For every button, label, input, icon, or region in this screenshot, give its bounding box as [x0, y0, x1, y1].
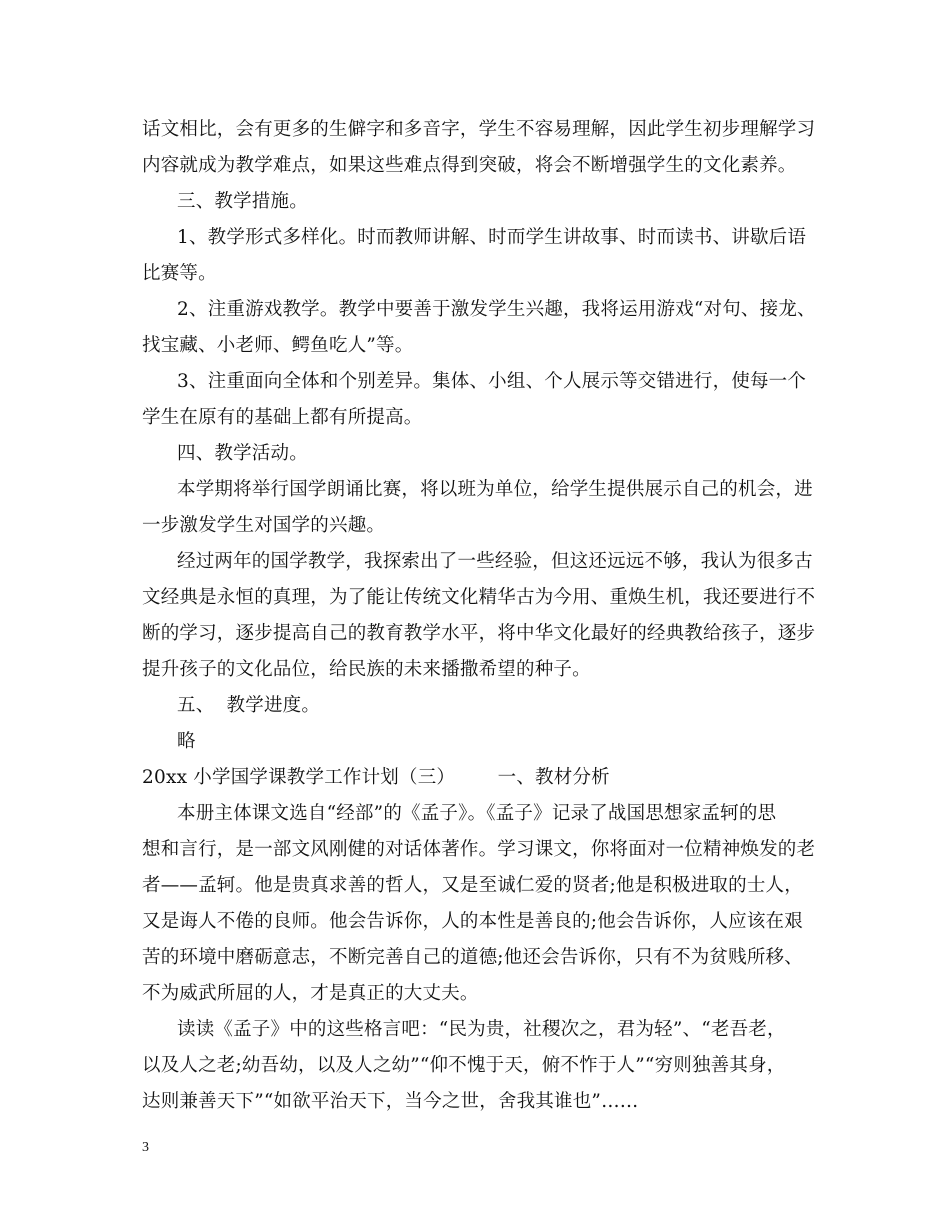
- text-line: 经过两年的国学教学，我探索出了一些经验，但这还远远不够，我认为很多古: [177, 551, 813, 572]
- text-line: 不为威武所屈的人，才是真正的大丈夫。: [142, 983, 479, 1004]
- text-line: 达则兼善天下”“如欲平治天下，当今之世，舍我其谁也”……: [142, 1091, 639, 1112]
- page-number: 3: [142, 1140, 149, 1155]
- text-line: 一步激发学生对国学的兴趣。: [142, 515, 386, 536]
- text-line: 本学期将举行国学朗诵比赛，将以班为单位，给学生提供展示自己的机会，进: [177, 479, 813, 500]
- text-line: 以及人之老;幼吾幼，以及人之幼”“仰不愧于天，俯不怍于人”“穷则独善其身，: [142, 1055, 786, 1076]
- text-line: 提升孩子的文化品位，给民族的未来播撒希望的种子。: [142, 659, 591, 680]
- section-heading: 四、教学活动。: [177, 443, 308, 464]
- section-heading: 五、 教学进度。: [177, 695, 321, 716]
- text-line: 学生在原有的基础上都有所提高。: [142, 407, 423, 428]
- text-line: 比赛等。: [142, 263, 217, 284]
- text-line: 读读《孟子》中的这些格言吧：“民为贵，社稷次之，君为轻”、“老吾老，: [177, 1019, 786, 1040]
- text-line: 找宝藏、小老师、鳄鱼吃人”等。: [142, 335, 414, 356]
- document-subtitle: 20xx 小学国学课教学工作计划（三） 一、教材分析: [142, 767, 610, 788]
- text-line: 略: [177, 731, 196, 752]
- text-line: 3、注重面向全体和个别差异。集体、小组、个人展示等交错进行，使每一个: [177, 371, 807, 392]
- text-line: 断的学习，逐步提高自己的教育教学水平，将中华文化最好的经典教给孩子，逐步: [142, 623, 816, 644]
- text-line: 本册主体课文选自“经部”的《孟子》。《孟子》记录了战国思想家孟轲的思: [177, 803, 777, 824]
- text-line: 又是诲人不倦的良师。他会告诉你，人的本性是善良的;他会告诉你，人应该在艰: [142, 911, 803, 932]
- text-line: 苦的环境中磨砺意志，不断完善自己的道德;他还会告诉你，只有不为贫贱所移、: [142, 947, 803, 968]
- section-heading: 三、教学措施。: [177, 191, 308, 212]
- text-line: 内容就成为教学难点，如果这些难点得到突破，将会不断增强学生的文化素养。: [142, 155, 797, 176]
- text-line: 想和言行，是一部文风刚健的对话体著作。学习课文，你将面对一位精神焕发的老: [142, 839, 816, 860]
- text-line: 2、注重游戏教学。教学中要善于激发学生兴趣，我将运用游戏“对句、接龙、: [177, 299, 816, 320]
- text-line: 文经典是永恒的真理，为了能让传统文化精华古为今用、重焕生机，我还要进行不: [142, 587, 816, 608]
- text-line: 话文相比，会有更多的生僻字和多音字，学生不容易理解，因此学生初步理解学习: [142, 119, 816, 140]
- text-line: 1、教学形式多样化。时而教师讲解、时而学生讲故事、时而读书、讲歇后语: [177, 227, 807, 248]
- text-line: 者——孟轲。他是贵真求善的哲人，又是至诚仁爱的贤者;他是积极进取的士人，: [142, 875, 803, 896]
